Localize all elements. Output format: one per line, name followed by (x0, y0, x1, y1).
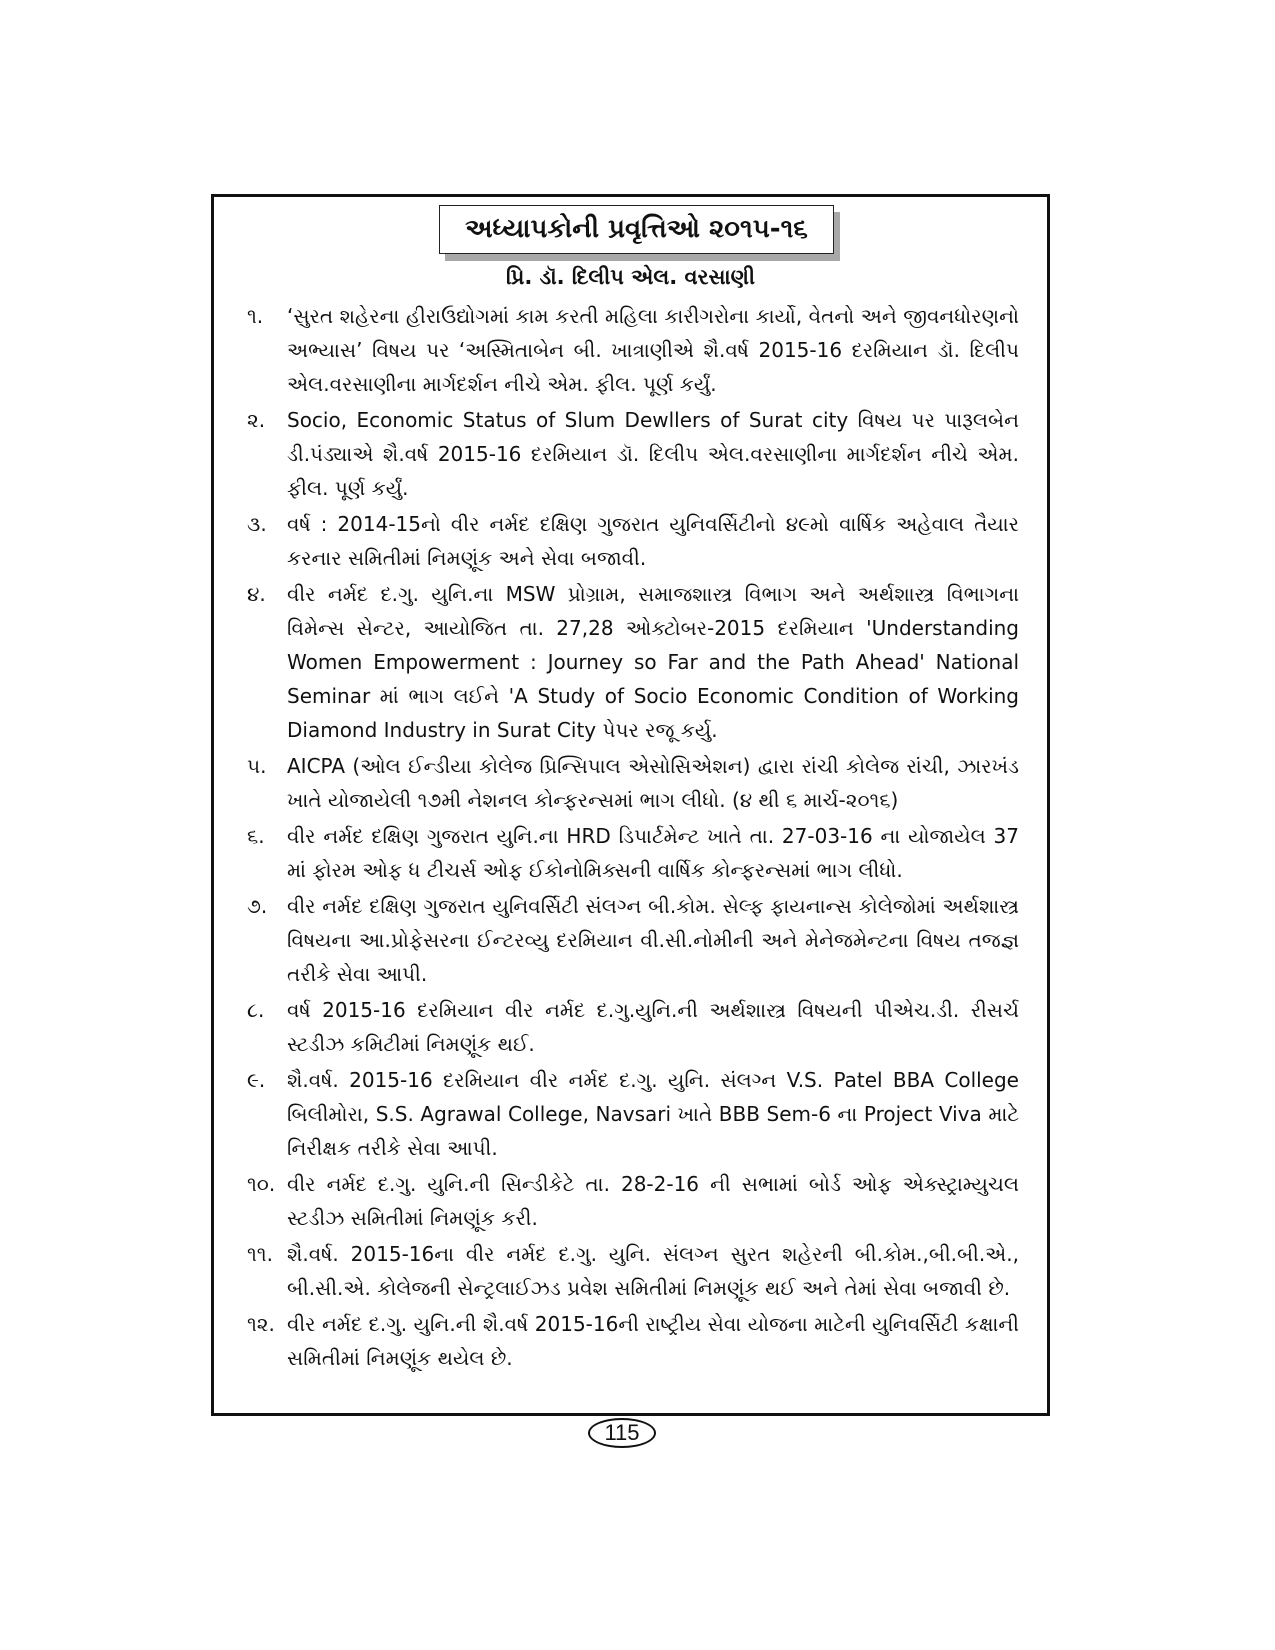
item-number: ૧૨. (247, 1312, 275, 1336)
item-text: વીર નર્મદ દક્ષિણ ગુજરાત યુનિવર્સિટી સંલગ્ન બી.કોમ. સેલ્ફ ફાયનાન્સ કોલેજોમાં અર્થશાસ્ત્ર વિષયના આ.પ્રોફેસરના ઈન્ટરવ્યુ દરમિયાન વી.સી.નોમીની અને મેનેજમેન્ટના વિષય તજજ્ઞ તરીકે સેવા આપી. (287, 894, 1019, 986)
page-number: 115 (588, 1418, 656, 1448)
item-number: ૧. (247, 304, 264, 328)
item-number: ૪. (247, 582, 266, 606)
item-text: વીર નર્મદ દ.ગુ. યુનિ.ના MSW પ્રોગ્રામ, સમાજશાસ્ત્ર વિભાગ અને અર્થશાસ્ત્ર વિભાગના વિમેન્સ સેન્ટર, આયોજિત તા. 27,28 ઓક્ટોબર-2015 દરમિયાન 'Understanding Women Empowerment : Journey so Far and the Path Ahead' National Seminar માં ભાગ લઈને 'A Study of Socio Economic Condition of Working Diamond Industry in Surat City પેપર રજૂ કર્યુ. (287, 582, 1019, 742)
item-number: ૩. (247, 512, 267, 536)
list-item (247, 1063, 1019, 1165)
item-text: વીર નર્મદ દ.ગુ. યુનિ.ની સિન્ડીકેટે તા. 28-2-16 ની સભામાં બોર્ડ ઓફ એક્સ્ટ્રામ્યુચલ સ્ટડીઝ સમિતીમાં નિમણૂંક કરી. (287, 1172, 1019, 1230)
list-item (247, 749, 1019, 817)
item-number: ૯. (247, 1068, 266, 1092)
list-item (247, 507, 1019, 575)
item-number: ૧૦. (247, 1172, 276, 1196)
content-frame (211, 194, 1050, 1416)
list-item (247, 403, 1019, 505)
item-number: ૭. (247, 894, 268, 918)
item-text: ‘સુરત શહેરના હીરાઉદ્યોગમાં કામ કરતી મહિલા કારીગરોના કાર્યો, વેતનો અને જીવનધોરણનો અભ્યાસ’ વિષય પર ‘અસ્મિતાબેન બી. ખાત્રાણીએ શૈ.વર્ષ 2015-16 દરમિયાન ડૉ. દિલીપ એલ.વરસાણીના માર્ગદર્શન નીચે એમ. ફીલ. પૂર્ણ કર્યું. (287, 304, 1019, 396)
item-text: શૈ.વર્ષ. 2015-16 દરમિયાન વીર નર્મદ દ.ગુ. યુનિ. સંલગ્ન V.S. Patel BBA College બિલીમોરા, S.S. Agrawal College, Navsari ખાતે BBB Sem-6 ના Project Viva માટે નિરીક્ષક તરીકે સેવા આપી. (287, 1068, 1019, 1160)
page-title: અધ્યાપકોની પ્રવૃત્તિઓ ૨૦૧૫-૧૬ (439, 205, 834, 254)
item-number: ૮. (247, 998, 265, 1022)
list-item (247, 889, 1019, 991)
list-item (247, 299, 1019, 401)
item-text: વીર નર્મદ દ.ગુ. યુનિ.ની શૈ.વર્ષ 2015-16ની રાષ્ટ્રીય સેવા યોજના માટેની યુનિવર્સિટી કક્ષાની સમિતીમાં નિમણૂંક થયેલ છે. (287, 1312, 1019, 1370)
item-number: ૧૧. (247, 1242, 273, 1266)
list-item (247, 1237, 1019, 1305)
item-text: વર્ષ 2015-16 દરમિયાન વીર નર્મદ દ.ગુ.યુનિ.ની અર્થશાસ્ત્ર વિષયની પીએચ.ડી. રીસર્ચ સ્ટડીઝ કમિટીમાં નિમણૂંક થઈ. (287, 998, 1019, 1056)
list-item (247, 819, 1019, 887)
item-text: શૈ.વર્ષ. 2015-16ના વીર નર્મદ દ.ગુ. યુનિ. સંલગ્ન સુરત શહેરની બી.કોમ.,બી.બી.એ., બી.સી.એ. કોલેજની સેન્ટ્રલાઈઝડ પ્રવેશ સમિતીમાં નિમણૂંક થઈ અને તેમાં સેવા બજાવી છે. (287, 1242, 1019, 1300)
item-text: Socio, Economic Status of Slum Dewllers of Surat city વિષય પર પારૂલબેન ડી.પંડ્યાએ શૈ.વર્ષ 2015-16 દરમિયાન ડૉ. દિલીપ એલ.વરસાણીના માર્ગદર્શન નીચે એમ. ફીલ. પૂર્ણ કર્યું. (287, 408, 1019, 500)
author-name: પ્રિ. ડૉ. દિલીપ એલ. વરસાણી (506, 265, 755, 289)
item-text: વીર નર્મદ દક્ષિણ ગુજરાત યુનિ.ના HRD ડિપાર્ટમેન્ટ ખાતે તા. 27-03-16 ના યોજાયેલ 37 માં ફોરમ ઓફ ધ ટીચર્સ ઓફ ઈકોનોમિક્સની વાર્ષિક કોન્ફરન્સમાં ભાગ લીધો. (287, 824, 1019, 882)
item-number: ૬. (247, 824, 265, 848)
item-number: ૨. (247, 408, 266, 432)
list-item (247, 577, 1019, 747)
item-text: વર્ષ : 2014-15નો વીર નર્મદ દક્ષિણ ગુજરાત યુનિવર્સિટીનો ૪૯મો વાર્ષિક અહેવાલ તૈયાર કરનાર સમિતીમાં નિમણૂંક અને સેવા બજાવી. (287, 512, 1019, 570)
list-item (247, 993, 1019, 1061)
item-text: AICPA (ઓલ ઈન્ડીયા કોલેજ પ્રિન્સિપાલ એસોસિએશન) દ્વારા રાંચી કોલેજ રાંચી, ઝારખંડ ખાતે યોજાયેલી ૧૭મી નેશનલ કોન્ફરન્સમાં ભાગ લીધો. (૪ થી ૬ માર્ચ-૨૦૧૬) (287, 754, 1019, 812)
list-item (247, 1167, 1019, 1235)
list-item (247, 1307, 1019, 1375)
item-number: ૫. (247, 754, 267, 778)
activity-list (247, 299, 1019, 1377)
